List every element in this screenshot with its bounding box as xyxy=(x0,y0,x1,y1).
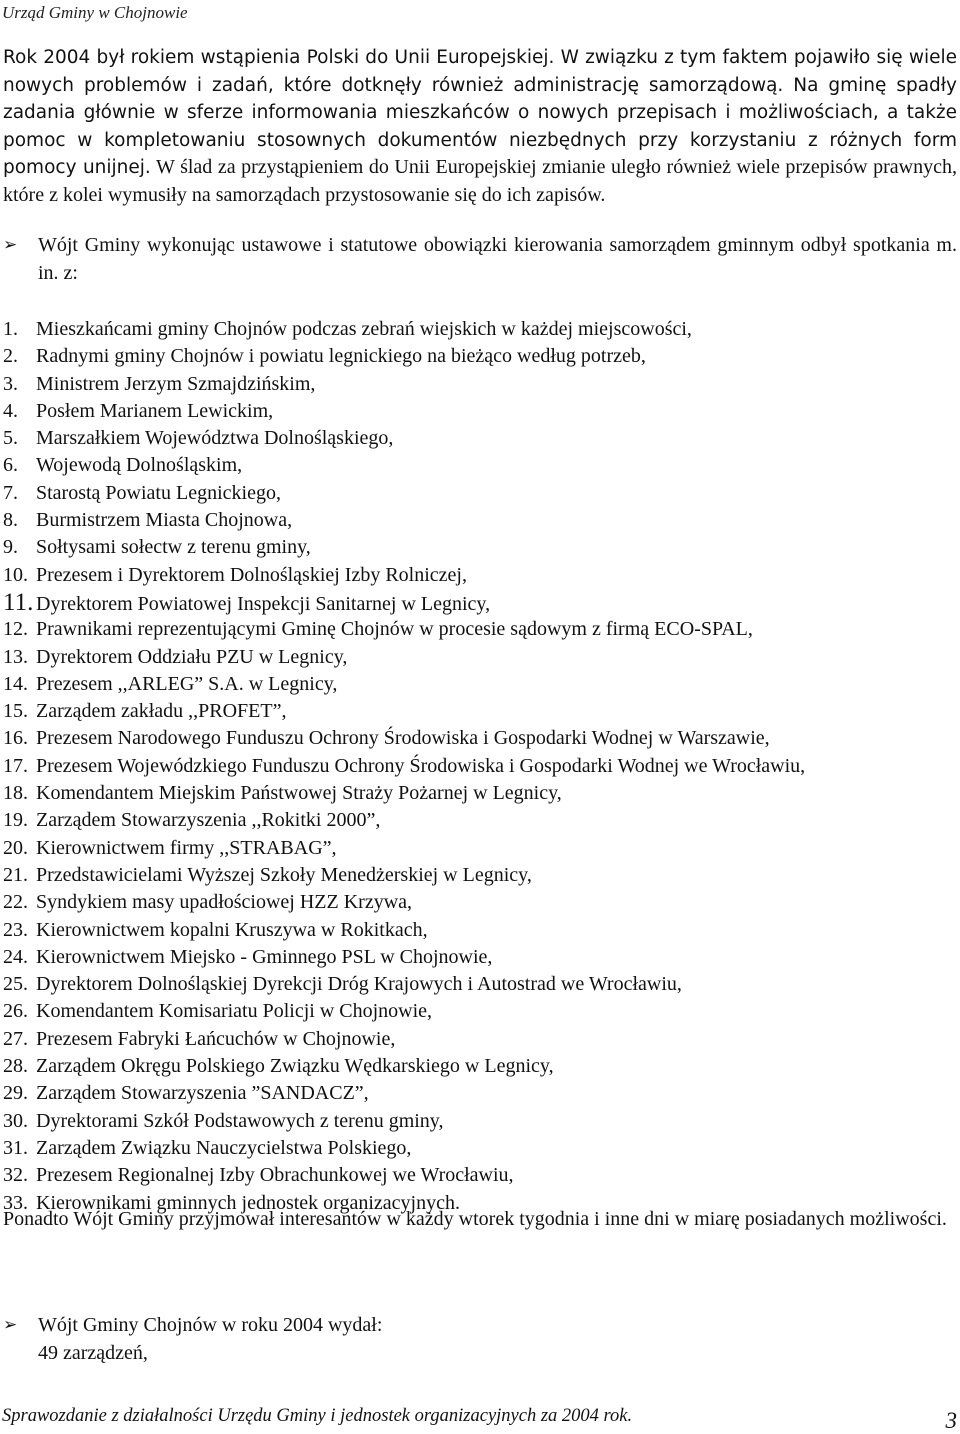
list-item xyxy=(3,534,957,561)
list-item-text: Dyrektorem Dolnośląskiej Dyrekcji Dróg Krajowych i Autostrad we Wrocławiu, xyxy=(36,973,682,996)
list-item xyxy=(3,1026,957,1053)
list-item-text: Dyrektorami Szkół Podstawowych z terenu gminy, xyxy=(36,1109,444,1132)
list-item-number: 25. xyxy=(3,973,28,996)
list-item-number: 29. xyxy=(3,1082,28,1105)
list-item-number: 19. xyxy=(3,809,28,832)
list-item xyxy=(3,1053,957,1080)
bullet-orders-line2: 49 zarządzeń, xyxy=(38,1342,148,1364)
list-item-number: 3. xyxy=(3,372,18,395)
list-item xyxy=(3,452,957,479)
list-item xyxy=(3,480,957,507)
page-header-title: Urząd Gminy w Chojnowie xyxy=(2,3,188,22)
list-item-text: Posłem Marianem Lewickim, xyxy=(36,399,274,422)
list-item xyxy=(3,316,957,343)
list-item xyxy=(3,371,957,398)
list-item-text: Ministrem Jerzym Szmajdzińskim, xyxy=(36,372,316,395)
list-item xyxy=(3,671,957,698)
list-item-text: Marszałkiem Województwa Dolnośląskiego, xyxy=(36,427,394,450)
list-item-text: Prezesem Regionalnej Izby Obrachunkowej we Wrocławiu, xyxy=(36,1164,514,1187)
list-item-number: 14. xyxy=(3,672,28,695)
list-item xyxy=(3,343,957,370)
list-item-number: 5. xyxy=(3,427,18,450)
list-item-number: 16. xyxy=(3,727,28,750)
list-item-text: Kierownictwem kopalni Kruszywa w Rokitkach, xyxy=(36,918,428,941)
list-item xyxy=(3,889,957,916)
page-footer: Sprawozdanie z działalności Urzędu Gminy i jednostek organizacyjnych za 2004 rok. xyxy=(2,1406,633,1426)
list-item xyxy=(3,698,957,725)
bullet-meetings-text: Wójt Gminy wykonując ustawowe i statutowe obowiązki kierowania samorządem gminnym odbył spotkania m. in. z: xyxy=(38,234,957,284)
list-item-number: 20. xyxy=(3,836,28,859)
list-item-number: 6. xyxy=(3,454,18,477)
list-item-number: 30. xyxy=(3,1109,28,1132)
list-item-number: 2. xyxy=(3,345,18,368)
list-item-text: Wojewodą Dolnośląskim, xyxy=(36,454,243,477)
list-item xyxy=(3,1108,957,1135)
list-item-text: Kierownictwem firmy ,,STRABAG”, xyxy=(36,836,337,859)
list-item-text: Kierownikami gminnych jednostek organizacyjnych. xyxy=(36,1191,460,1214)
list-item-number: 13. xyxy=(3,645,28,668)
list-item xyxy=(3,1162,957,1189)
list-item-text: Prezesem ,,ARLEG” S.A. w Legnicy, xyxy=(36,672,338,695)
list-item xyxy=(3,507,957,534)
list-item-text: Syndykiem masy upadłościowej HZZ Krzywa, xyxy=(36,891,413,914)
list-item-text: Radnymi gminy Chojnów i powiatu legnickiego na bieżąco według potrzeb, xyxy=(36,345,646,368)
bullet-orders xyxy=(3,1311,957,1371)
list-item xyxy=(3,725,957,752)
bullet-meetings xyxy=(3,231,957,287)
list-item-number: 28. xyxy=(3,1055,28,1078)
list-item xyxy=(3,616,957,643)
list-item-number: 21. xyxy=(3,863,28,886)
list-item-number: 8. xyxy=(3,509,18,532)
list-item-number: 18. xyxy=(3,782,28,805)
list-item-text: Zarządem Stowarzyszenia ,,Rokitki 2000”, xyxy=(36,809,381,832)
list-item-text: Prezesem Fabryki Łańcuchów w Chojnowie, xyxy=(36,1027,396,1050)
list-item xyxy=(3,835,957,862)
list-item-number: 11. xyxy=(3,588,34,616)
list-item xyxy=(3,425,957,452)
list-item-text: Prezesem Narodowego Funduszu Ochrony Środowiska i Gospodarki Wodnej w Warszawie, xyxy=(36,727,770,750)
page-number: 3 xyxy=(945,1408,957,1433)
list-item-text: Komendantem Komisariatu Policji w Chojnowie, xyxy=(36,1000,433,1023)
list-item-text: Prawnikami reprezentującymi Gminę Chojnów w procesie sądowym z firmą ECO-SPAL, xyxy=(36,618,753,641)
list-item xyxy=(3,998,957,1025)
list-item xyxy=(3,807,957,834)
list-item xyxy=(3,862,957,889)
list-item-number: 10. xyxy=(3,563,28,586)
list-item-text: Prezesem Wojewódzkiego Funduszu Ochrony Środowiska i Gospodarki Wodnej we Wrocławiu, xyxy=(36,754,806,777)
list-item xyxy=(3,1080,957,1107)
meetings-list xyxy=(3,316,957,1217)
list-item-number: 31. xyxy=(3,1136,28,1159)
list-item-text: Burmistrzem Miasta Chojnowa, xyxy=(36,509,293,532)
list-item-text: Komendantem Miejskim Państwowej Straży Pożarnej w Legnicy, xyxy=(36,782,562,805)
list-item xyxy=(3,753,957,780)
list-item-number: 32. xyxy=(3,1164,28,1187)
list-item-number: 1. xyxy=(3,318,18,340)
list-item xyxy=(3,398,957,425)
list-item xyxy=(3,562,957,589)
list-item-text: Kierownictwem Miejsko - Gminnego PSL w Chojnowie, xyxy=(36,945,493,968)
list-item xyxy=(3,971,957,998)
arrow-bullet-icon: ➢ xyxy=(3,1315,18,1335)
list-item-text: Mieszkańcami gminy Chojnów podczas zebrań wiejskich w każdej miejscowości, xyxy=(36,318,692,340)
arrow-bullet-icon: ➢ xyxy=(3,235,18,255)
list-item xyxy=(3,1135,957,1162)
list-item-number: 33. xyxy=(3,1191,28,1214)
list-item-text: Przedstawicielami Wyższej Szkoły Menedżerskiej w Legnicy, xyxy=(36,863,532,886)
list-item-number: 26. xyxy=(3,1000,28,1023)
list-item-number: 23. xyxy=(3,918,28,941)
list-item-number: 4. xyxy=(3,399,18,422)
list-item-text: Dyrektorem Oddziału PZU w Legnicy, xyxy=(36,645,348,668)
list-item-number: 27. xyxy=(3,1027,28,1050)
list-item-number: 24. xyxy=(3,945,28,968)
list-item-number: 7. xyxy=(3,481,18,504)
list-item-text: Zarządem Stowarzyszenia ”SANDACZ”, xyxy=(36,1082,369,1105)
list-item xyxy=(3,917,957,944)
bullet-orders-line1: Wójt Gminy Chojnów w roku 2004 wydał: xyxy=(38,1314,383,1336)
list-item xyxy=(3,780,957,807)
list-item-number: 17. xyxy=(3,754,28,777)
list-item xyxy=(3,644,957,671)
list-item xyxy=(3,589,957,616)
intro-text-part1: Rok 2004 był rokiem wstąpienia Polski do Unii Europejskiej. W związku z tym faktem pojawiło się wiele nowych problemów i zadań, które dotknęły również administrację samorządową. Na gminę spadły zadania głównie w sferze informowania mieszkańców o nowych przepisach i możliwościach, a także pomoc w kompletowaniu stosownych dokumentów niezbędnych przy korzystaniu z różnych form pomocy unijnej. xyxy=(3,47,957,178)
intro-paragraph xyxy=(3,44,957,209)
closing-paragraph: Ponadto Wójt Gminy przyjmował interesantów w każdy wtorek tygodnia i inne dni w miarę posiadanych możliwości. xyxy=(3,1208,947,1230)
list-item-text: Zarządem zakładu ,,PROFET”, xyxy=(36,700,287,723)
list-item-number: 12. xyxy=(3,618,28,641)
list-item-number: 22. xyxy=(3,891,28,914)
list-item xyxy=(3,944,957,971)
list-item-text: Dyrektorem Powiatowej Inspekcji Sanitarnej w Legnicy, xyxy=(36,592,491,615)
list-item-text: Zarządem Związku Nauczycielstwa Polskiego, xyxy=(36,1136,412,1159)
list-item-text: Prezesem i Dyrektorem Dolnośląskiej Izby Rolniczej, xyxy=(36,563,467,586)
intro-text-part2: W ślad za przystąpieniem do Unii Europejskiej zmianie uległo również wiele przepisów prawnych, które z kolei wymusiły na samorządach przystosowanie się do ich zapisów. xyxy=(3,156,957,206)
list-item-text: Zarządem Okręgu Polskiego Związku Wędkarskiego w Legnicy, xyxy=(36,1055,554,1078)
bullet-orders-body xyxy=(38,1311,957,1367)
list-item-number: 15. xyxy=(3,700,28,723)
list-item-number: 9. xyxy=(3,536,18,559)
list-item-text: Starostą Powiatu Legnickiego, xyxy=(36,481,281,504)
list-item-text: Sołtysami sołectw z terenu gminy, xyxy=(36,536,311,559)
